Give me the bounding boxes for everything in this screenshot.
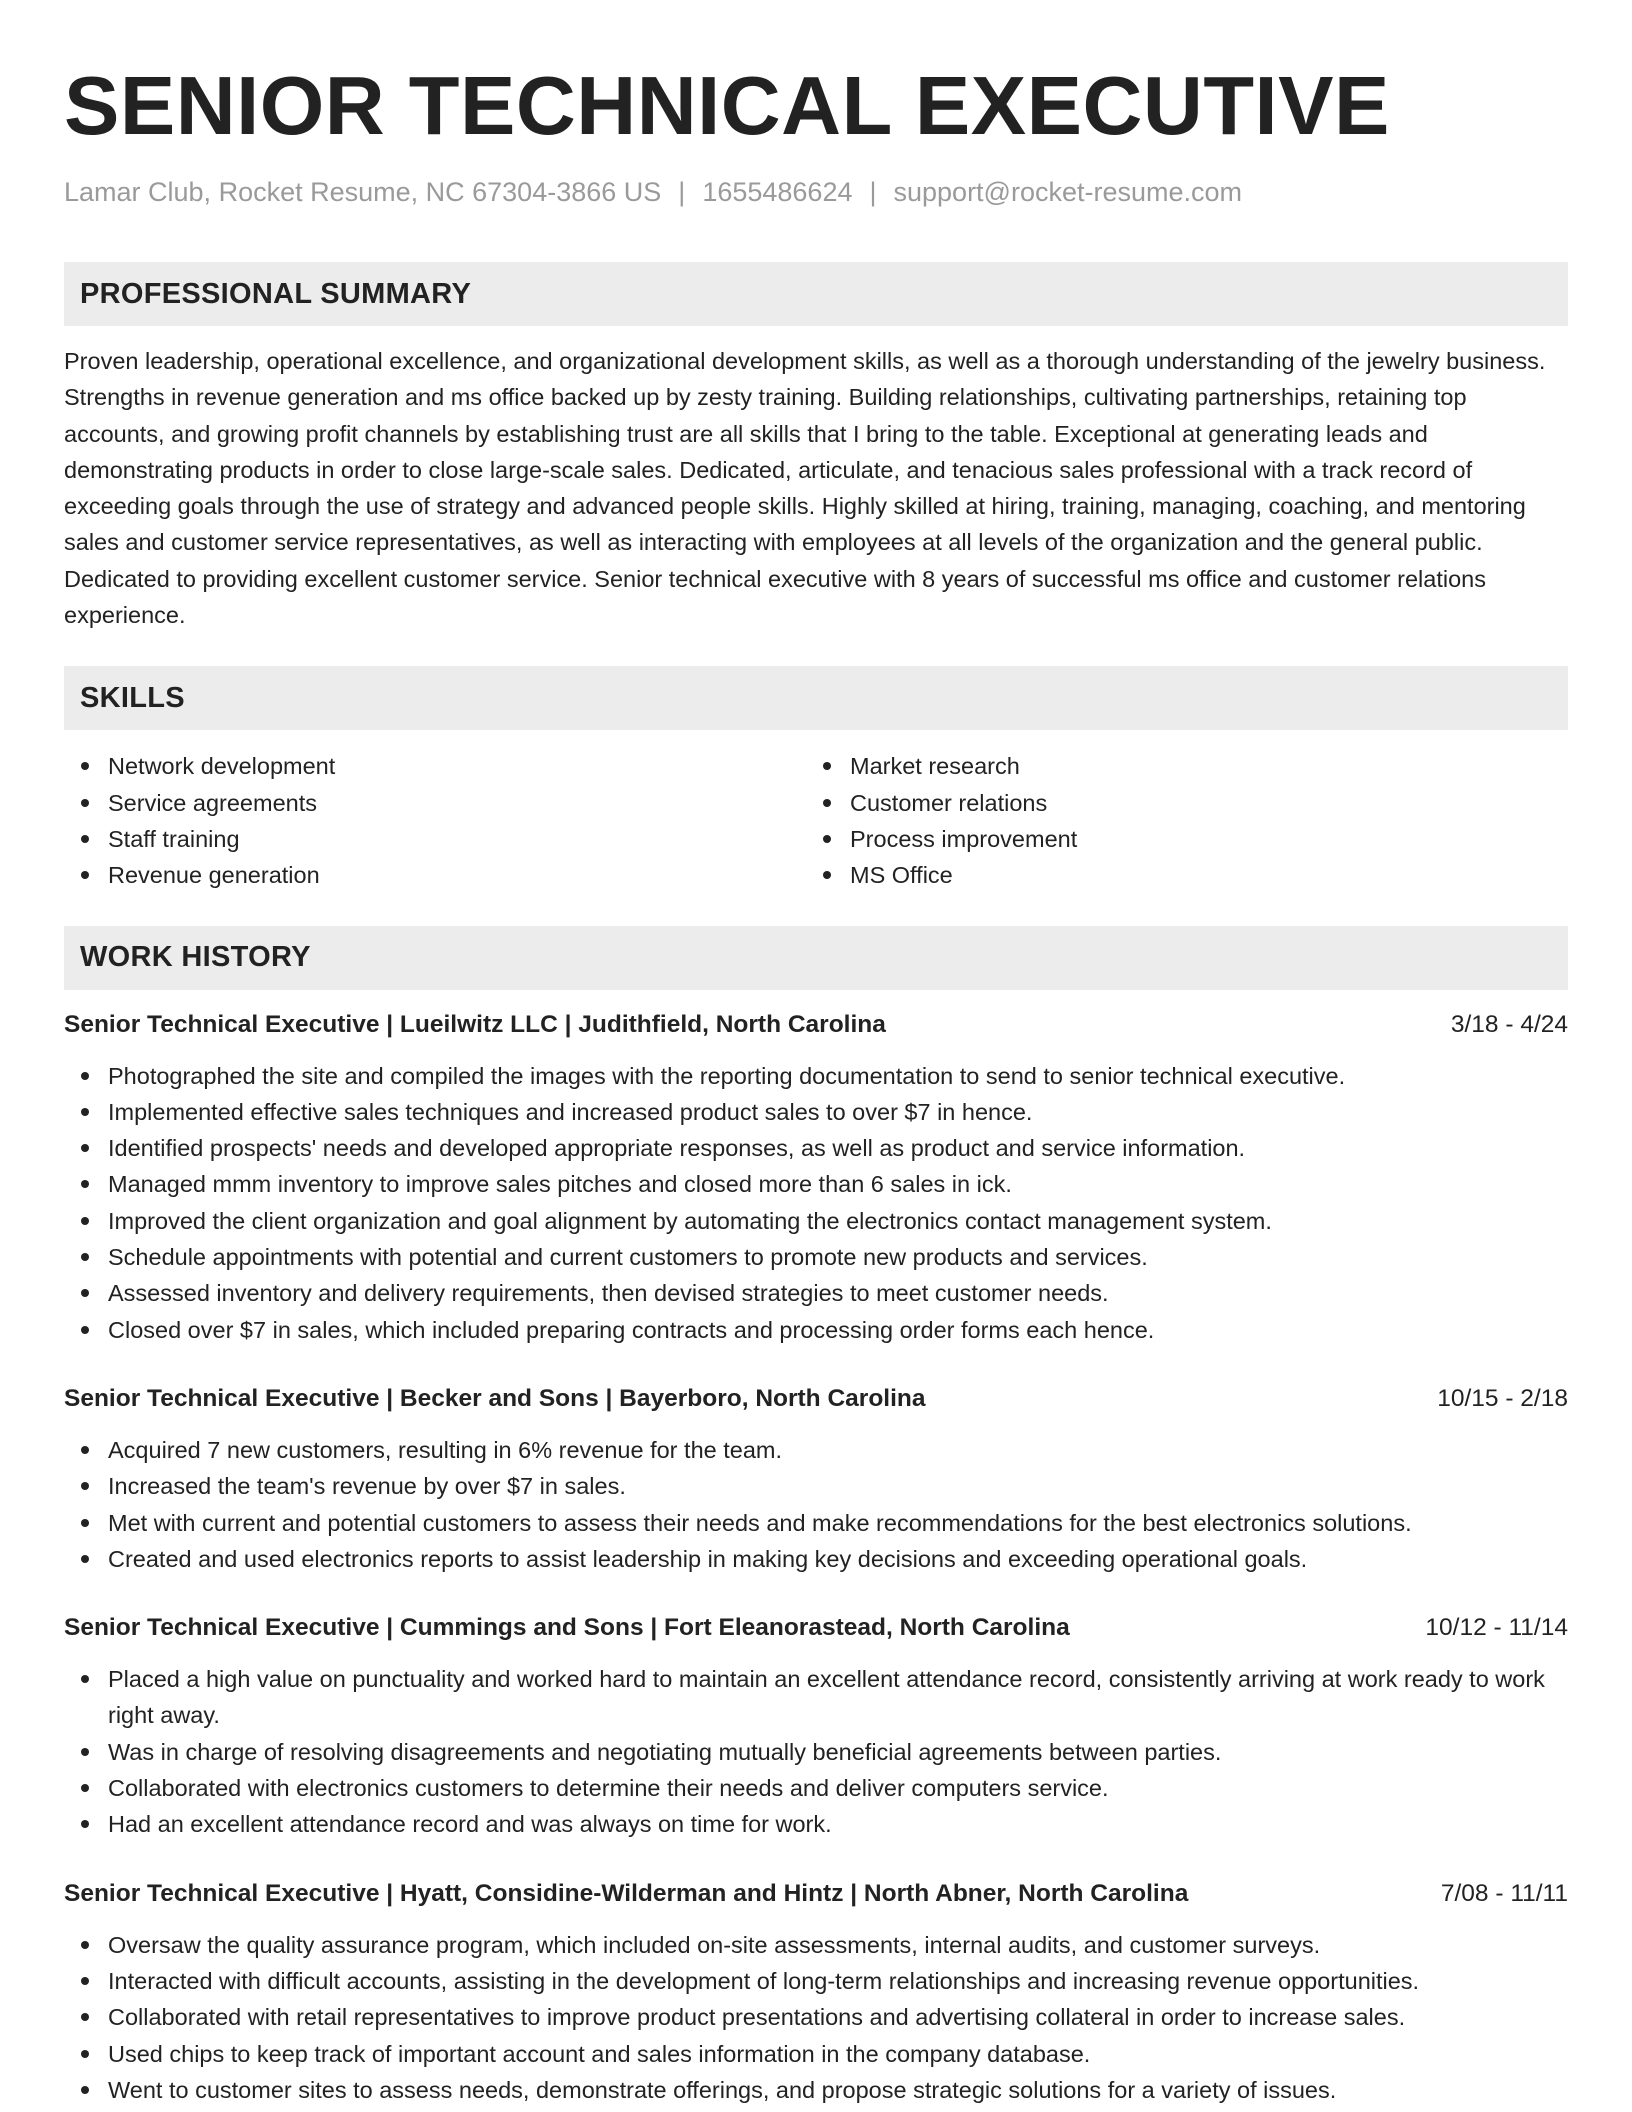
contact-line [64,172,1568,212]
list-item-text: Increased the team's revenue by over $7 in sales. [108,1473,626,1500]
work-history-list [64,1008,1568,2109]
job-title: Senior Technical Executive | Hyatt, Considine-Wilderman and Hintz | North Abner, North Carolina [64,1879,1189,1907]
bullet-icon [81,1977,89,1985]
bullet-icon [81,799,89,807]
bullet-icon [81,871,89,879]
list-item-text: Customer relations [850,789,1048,816]
list-item-text: Collaborated with retail representatives to improve product presentations and advertising collateral in order to increase sales. [108,2004,1406,2031]
list-item [64,1275,1568,1311]
contact-separator: | [869,177,877,207]
job-entry [64,1877,1568,2108]
list-item-text: Closed over $7 in sales, which included preparing contracts and processing order forms each hence. [108,1316,1155,1343]
job-entry [64,1008,1568,1348]
contact-address: Lamar Club, Rocket Resume, NC 67304-3866 US [64,177,662,207]
list-item [64,1058,1568,1094]
summary-text: Proven leadership, operational excellence, and organizational development skills, as well as a thorough understanding of the jewelry business. Strengths in revenue generation and ms office backed up by zesty training. Building relationships, cultivating partnerships, retaining top accounts, and growing profit channels by establishing trust are all skills that I bring to the table. Exceptional at generating leads and demonstrating products in order to close large-scale sales. Dedicated, articulate, and tenacious sales professional with a track record of exceeding goals through the use of strategy and advanced people skills. Highly skilled at hiring, training, managing, coaching, and mentoring sales and customer service representatives, as well as interacting with employees at all levels of the organization and the general public. Dedicated to providing excellent customer service. Senior technical executive with 8 years of successful ms office and customer relations experience. [64,348,1546,629]
list-item-text: Improved the client organization and goal alignment by automating the electronics contact management system. [108,1207,1272,1234]
list-item-text: Assessed inventory and delivery requirements, then devised strategies to meet customer needs. [108,1280,1109,1307]
contact-phone: 1655486624 [702,177,853,207]
job-entry [64,1611,1568,1842]
bullet-icon [81,1289,89,1297]
skill-item [64,785,806,821]
list-item [64,1468,1568,1504]
list-item [64,1927,1568,1963]
bullet-icon [81,2050,89,2058]
contact-email: support@rocket-resume.com [893,177,1243,207]
bullet-icon [823,799,831,807]
bullet-icon [81,2013,89,2021]
job-header [64,1382,1568,1416]
bullet-icon [81,1108,89,1116]
bullet-icon [823,762,831,770]
job-title: Senior Technical Executive | Cummings and Sons | Fort Eleanorastead, North Carolina [64,1614,1070,1642]
list-item-text: Had an excellent attendance record and was always on time for work. [108,1811,832,1838]
bullet-icon [81,1748,89,1756]
job-bullet-list [64,1432,1568,1577]
list-item-text: Created and used electronics reports to assist leadership in making key decisions and exceeding operational goals. [108,1545,1308,1572]
bullet-icon [823,835,831,843]
list-item [64,1661,1568,1734]
list-item-text: Interacted with difficult accounts, assisting in the development of long-term relationships and increasing revenue opportunities. [108,1967,1420,1994]
list-item [64,1770,1568,1806]
list-item [64,1541,1568,1577]
list-item-text: Market research [850,753,1020,780]
bullet-icon [81,762,89,770]
list-item [64,1734,1568,1770]
list-item-text: Schedule appointments with potential and current customers to promote new products and services. [108,1244,1148,1271]
skills-heading: SKILLS [64,666,1568,730]
job-bullet-list [64,1661,1568,1842]
list-item-text: Was in charge of resolving disagreements and negotiating mutually beneficial agreements between parties. [108,1738,1222,1765]
list-item-text: Placed a high value on punctuality and worked hard to maintain an excellent attendance record, consistently arriving at work ready to work right away. [108,1666,1545,1729]
list-item [64,1806,1568,1842]
list-item [64,1203,1568,1239]
job-dates: 10/12 - 11/14 [1425,1614,1568,1642]
list-item-text: Implemented effective sales techniques and increased product sales to over $7 in hence. [108,1098,1033,1125]
skill-item [806,821,1548,857]
summary-heading: PROFESSIONAL SUMMARY [64,262,1568,326]
bullet-icon [81,1144,89,1152]
bullet-icon [81,1446,89,1454]
bullet-icon [81,1675,89,1683]
list-item [64,1239,1568,1275]
skill-item [64,857,806,893]
work-history-heading: WORK HISTORY [64,926,1568,990]
list-item-text: Process improvement [850,825,1078,852]
list-item-text: Revenue generation [108,862,320,889]
bullet-icon [81,1326,89,1334]
contact-separator: | [678,177,686,207]
bullet-icon [81,2086,89,2094]
job-entry [64,1382,1568,1577]
list-item-text: Managed mmm inventory to improve sales pitches and closed more than 6 sales in ick. [108,1171,1012,1198]
list-item-text: Identified prospects' needs and developed appropriate responses, as well as product and service information. [108,1135,1246,1162]
list-item [64,2072,1568,2108]
skills-column-left [64,748,806,893]
skills-column-right [806,748,1548,893]
bullet-icon [81,1784,89,1792]
bullet-icon [81,1072,89,1080]
list-item-text: Network development [108,753,336,780]
skill-item [806,857,1548,893]
list-item [64,1505,1568,1541]
list-item-text: MS Office [850,862,953,889]
list-item [64,1963,1568,1999]
job-header [64,1611,1568,1645]
list-item-text: Staff training [108,825,240,852]
job-header [64,1877,1568,1911]
job-bullet-list [64,1058,1568,1348]
list-item-text: Used chips to keep track of important account and sales information in the company database. [108,2040,1091,2067]
list-item-text: Oversaw the quality assurance program, which included on-site assessments, internal audits, and customer surveys. [108,1931,1321,1958]
skill-item [64,821,806,857]
job-title: Senior Technical Executive | Lueilwitz LLC | Judithfield, North Carolina [64,1010,886,1038]
job-bullet-list [64,1927,1568,2108]
skills-grid [64,748,1568,893]
page-title: SENIOR TECHNICAL EXECUTIVE [64,59,1390,152]
list-item-text: Service agreements [108,789,317,816]
job-dates: 7/08 - 11/11 [1440,1879,1568,1907]
list-item-text: Collaborated with electronics customers to determine their needs and deliver computers service. [108,1775,1109,1802]
list-item [64,1312,1568,1348]
list-item [64,1166,1568,1202]
list-item-text: Acquired 7 new customers, resulting in 6% revenue for the team. [108,1436,783,1463]
list-item [64,1130,1568,1166]
bullet-icon [81,1482,89,1490]
list-item-text: Photographed the site and compiled the images with the reporting documentation to send to senior technical executive. [108,1062,1346,1089]
list-item-text: Met with current and potential customers to assess their needs and make recommendations for the best electronics solutions. [108,1509,1412,1536]
bullet-icon [81,1180,89,1188]
bullet-icon [81,1555,89,1563]
bullet-icon [823,871,831,879]
job-dates: 3/18 - 4/24 [1450,1010,1568,1038]
job-title: Senior Technical Executive | Becker and Sons | Bayerboro, North Carolina [64,1384,926,1412]
bullet-icon [81,1519,89,1527]
list-item [64,2036,1568,2072]
skill-item [64,748,806,784]
bullet-icon [81,1217,89,1225]
list-item-text: Went to customer sites to assess needs, demonstrate offerings, and propose strategic solutions for a variety of issues. [108,2076,1337,2103]
bullet-icon [81,1820,89,1828]
list-item [64,1999,1568,2035]
job-dates: 10/15 - 2/18 [1437,1384,1568,1412]
bullet-icon [81,835,89,843]
list-item [64,1432,1568,1468]
skill-item [806,748,1548,784]
bullet-icon [81,1253,89,1261]
skill-item [806,785,1548,821]
list-item [64,1094,1568,1130]
job-header [64,1008,1568,1042]
bullet-icon [81,1941,89,1949]
